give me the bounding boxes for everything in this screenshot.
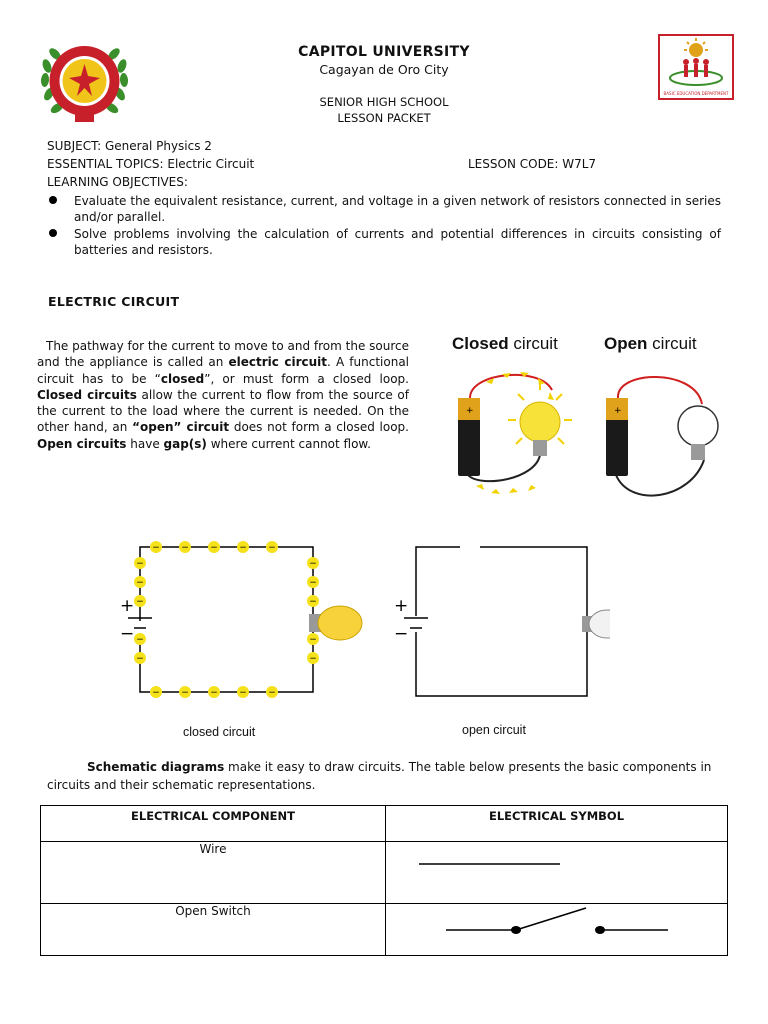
department-logo-text: BASIC EDUCATION DEPARTMENT <box>663 91 729 96</box>
electron-sign: − <box>136 597 144 607</box>
electron-sign: − <box>268 688 276 698</box>
objective-item <box>49 226 721 258</box>
objectives-label: LEARNING OBJECTIVES: <box>47 175 188 189</box>
electron-sign: − <box>136 654 144 664</box>
electron-sign: − <box>309 654 317 664</box>
topics-line: ESSENTIAL TOPICS: Electric Circuit <box>47 157 255 171</box>
packet-title: LESSON PACKET <box>337 111 431 125</box>
bullet-icon <box>49 229 57 237</box>
open-switch-symbol <box>386 904 728 956</box>
electron-sign: − <box>210 688 218 698</box>
battery-plus-sign: + <box>120 596 135 616</box>
schematic-paragraph: Schematic diagrams make it easy to draw circuits. The table below presents the basic components in circuits and their schematic representations. <box>47 760 712 792</box>
university-city: Cagayan de Oro City <box>319 62 449 77</box>
open-circuit-heading: Open circuit <box>604 334 697 353</box>
objective-text: Solve problems involving the calculation of currents and potential differences in circuits consisting of batteries and resistors. <box>74 227 721 257</box>
university-name: CAPITOL UNIVERSITY <box>298 44 470 60</box>
electron-sign: − <box>181 688 189 698</box>
closed-circuit-heading: Closed circuit <box>452 334 558 353</box>
battery-minus-sign: − <box>394 624 409 644</box>
closed-circuit-caption: closed circuit <box>183 725 256 739</box>
electron-sign: − <box>309 635 317 645</box>
electron-sign: − <box>239 688 247 698</box>
bullet-icon <box>49 196 57 204</box>
electron-sign: − <box>309 559 317 569</box>
open-circuit-caption: open circuit <box>462 723 526 737</box>
electron-sign: − <box>239 543 247 553</box>
electron-sign: − <box>152 543 160 553</box>
battery-minus-sign: − <box>120 624 135 644</box>
electron-sign: − <box>210 543 218 553</box>
battery-plus: + <box>466 406 474 416</box>
section-title: ELECTRIC CIRCUIT <box>48 294 180 309</box>
electron-sign: − <box>309 578 317 588</box>
objective-item <box>49 193 721 225</box>
lesson-code: LESSON CODE: W7L7 <box>468 157 597 171</box>
school-name: SENIOR HIGH SCHOOL <box>319 95 449 109</box>
battery-plus-sign: + <box>394 596 409 616</box>
electron-sign: − <box>136 578 144 588</box>
component-name: Wire <box>41 842 386 904</box>
table-header-symbol: ELECTRICAL SYMBOL <box>386 806 728 842</box>
subject-line: SUBJECT: General Physics 2 <box>47 139 212 153</box>
table-row <box>41 842 728 904</box>
electron-sign: − <box>309 597 317 607</box>
wire-symbol <box>386 842 728 904</box>
table-header-component: ELECTRICAL COMPONENT <box>41 806 386 842</box>
electron-sign: − <box>152 688 160 698</box>
electron-sign: − <box>136 635 144 645</box>
components-table <box>40 805 728 956</box>
electron-sign: − <box>181 543 189 553</box>
component-name: Open Switch <box>41 904 386 956</box>
schematic-circuit-diagrams <box>110 536 610 711</box>
battery-plus: + <box>614 406 622 416</box>
closed-open-illustration <box>440 330 730 520</box>
intro-paragraph: The pathway for the current to move to and from the source and the appliance is called an electric circuit. A functional circuit has to be “closed”, or must form a closed loop. Closed circuits allow the current to flow from the source of the current to the load where the current is needed. On the other hand, an “open” circuit does not form a closed loop. Open circuits have gap(s) where current cannot flow. <box>37 339 410 451</box>
electron-sign: − <box>136 559 144 569</box>
objective-text: Evaluate the equivalent resistance, current, and voltage in a given network of resistors connected in series and/or parallel. <box>74 194 721 224</box>
table-row <box>41 904 728 956</box>
electron-sign: − <box>268 543 276 553</box>
